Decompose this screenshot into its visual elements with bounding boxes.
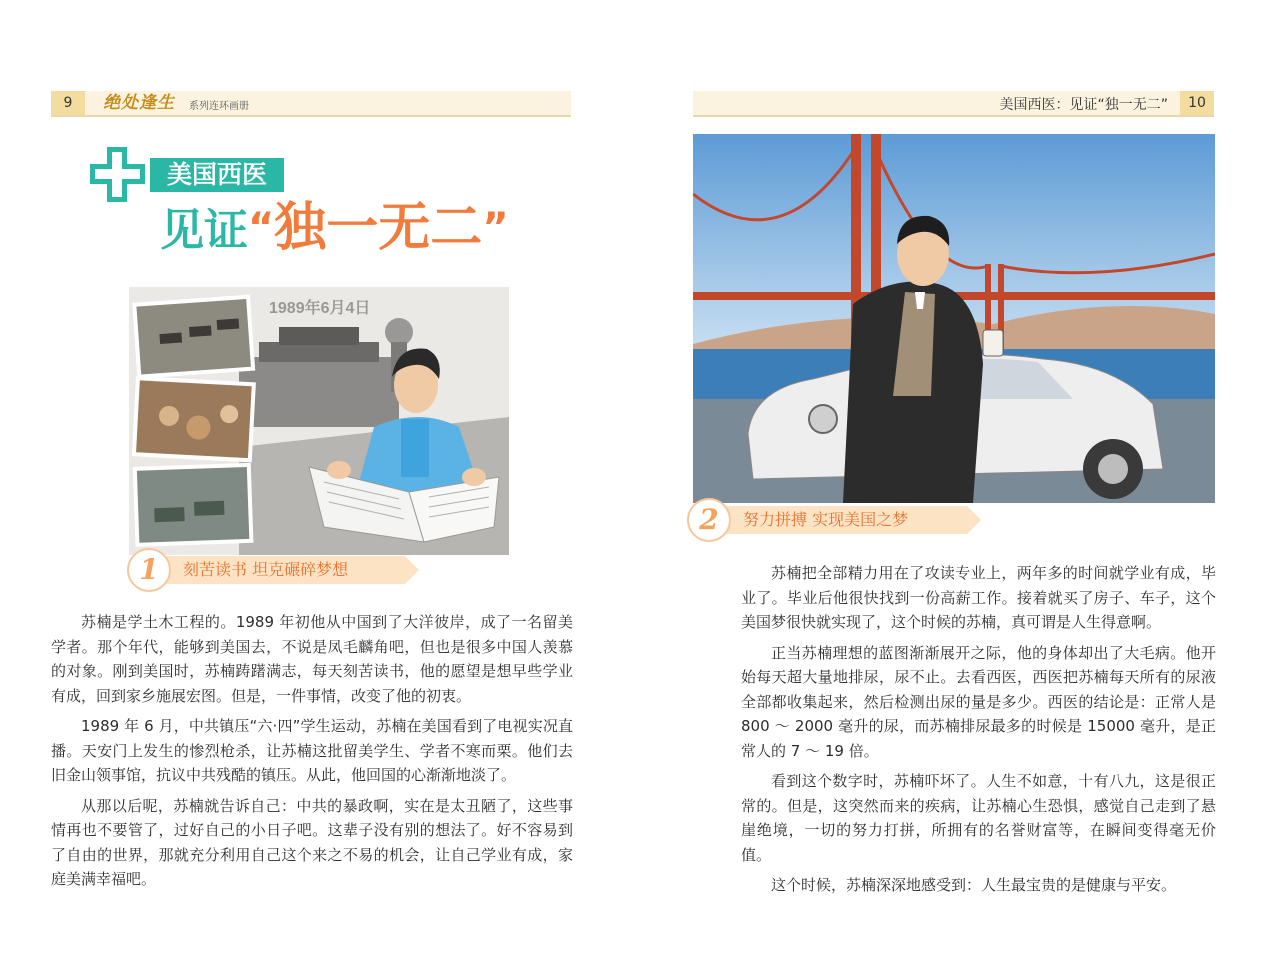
page-header — [51, 91, 571, 117]
paragraph: 正当苏楠理想的蓝图渐渐展开之际，他的身体却出了大毛病。他开始每天超大量地排尿，尿不止。去看西医，西医把苏楠每天所有的尿液全部都收集起来，然后检测出尿的量是多少。西医的结论是：正常人是 800 ～ 2000 毫升的尿，而苏楠排尿最多的时候是 15000 毫升，是正常人的 7 ～ 19 倍。 — [741, 643, 1216, 760]
caption-number: 2 — [687, 498, 731, 542]
medical-cross-icon — [90, 147, 145, 202]
title-highlight: 独一无二 — [274, 198, 483, 258]
paragraph: 这个时候，苏楠深深地感受到：人生最宝贵的是健康与平安。 — [771, 876, 1177, 894]
paragraph: 从那以后呢，苏楠就告诉自己：中共的暴政啊，实在是太丑陋了，这些事情再也不要管了，过好自己的小日子吧。这辈子没有别的想法了。好不容易到了自由的世界，那就充分利用自己这个来之不易的机会，让自己学业有成，家庭美满幸福吧。 — [51, 796, 573, 888]
article-body — [51, 610, 573, 898]
caption-1 — [135, 553, 405, 586]
caption-2 — [695, 503, 967, 536]
paragraph: 看到这个数字时，苏楠吓坏了。人生不如意，十有八九，这是很正常的。但是，这突然而来的疾病，让苏楠心生恐惧，感觉自己走到了悬崖绝境，一切的努力打拼，所拥有的名誉财富等，在瞬间变得毫无价值。 — [741, 772, 1216, 864]
series-subtitle: 系列连环画册 — [189, 101, 249, 112]
paragraph: 苏楠把全部精力用在了攻读专业上，两年多的时间就学业有成，毕业了。毕业后他很快找到一份高薪工作。接着就买了房子、车子，这个美国梦很快就实现了，这个时候的苏楠，真可谓是人生得意啊。 — [741, 564, 1216, 631]
page-header — [693, 91, 1214, 117]
chapter-title: 美国西医：见证“独一无二” — [999, 97, 1168, 113]
illustration-student-reading — [129, 287, 509, 555]
page-number: 9 — [51, 91, 85, 115]
title-main: 见证 — [160, 205, 248, 256]
page-number: 10 — [1180, 91, 1214, 115]
right-page — [633, 0, 1265, 978]
left-page — [0, 0, 632, 978]
title-quote-close: ” — [482, 205, 509, 251]
article-title — [160, 198, 509, 261]
title-quote-open: “ — [248, 205, 275, 251]
caption-number: 1 — [127, 548, 171, 592]
illustration-golden-gate — [693, 134, 1215, 503]
caption-text: 努力拼搏 实现美国之梦 — [743, 510, 909, 529]
paragraph: 1989 年 6 月，中共镇压“六·四”学生运动，苏楠在美国看到了电视实况直播。天安门上发生的惨烈枪杀，让苏楠这批留美学生、学者不寒而栗。他们去旧金山领事馆，抗议中共残酷的镇压。从此，他回国的心渐渐地淡了。 — [51, 717, 573, 784]
title-tag: 美国西医 — [150, 158, 284, 192]
article-body — [741, 561, 1216, 904]
caption-text: 刻苦读书 坦克碾碎梦想 — [183, 560, 349, 579]
paragraph: 苏楠是学土木工程的。1989 年初他从中国到了大洋彼岸，成了一名留美学者。那个年代，能够到美国去，不说是凤毛麟角吧，但也是很多中国人羡慕的对象。刚到美国时，苏楠踌躇满志，每天刻苦读书，他的愿望是想早些学业有成，回到家乡施展宏图。但是，一件事情，改变了他的初衷。 — [51, 613, 573, 705]
series-title: 绝处逢生 — [103, 93, 175, 113]
illustration-date: 1989年6月4日 — [269, 300, 371, 317]
